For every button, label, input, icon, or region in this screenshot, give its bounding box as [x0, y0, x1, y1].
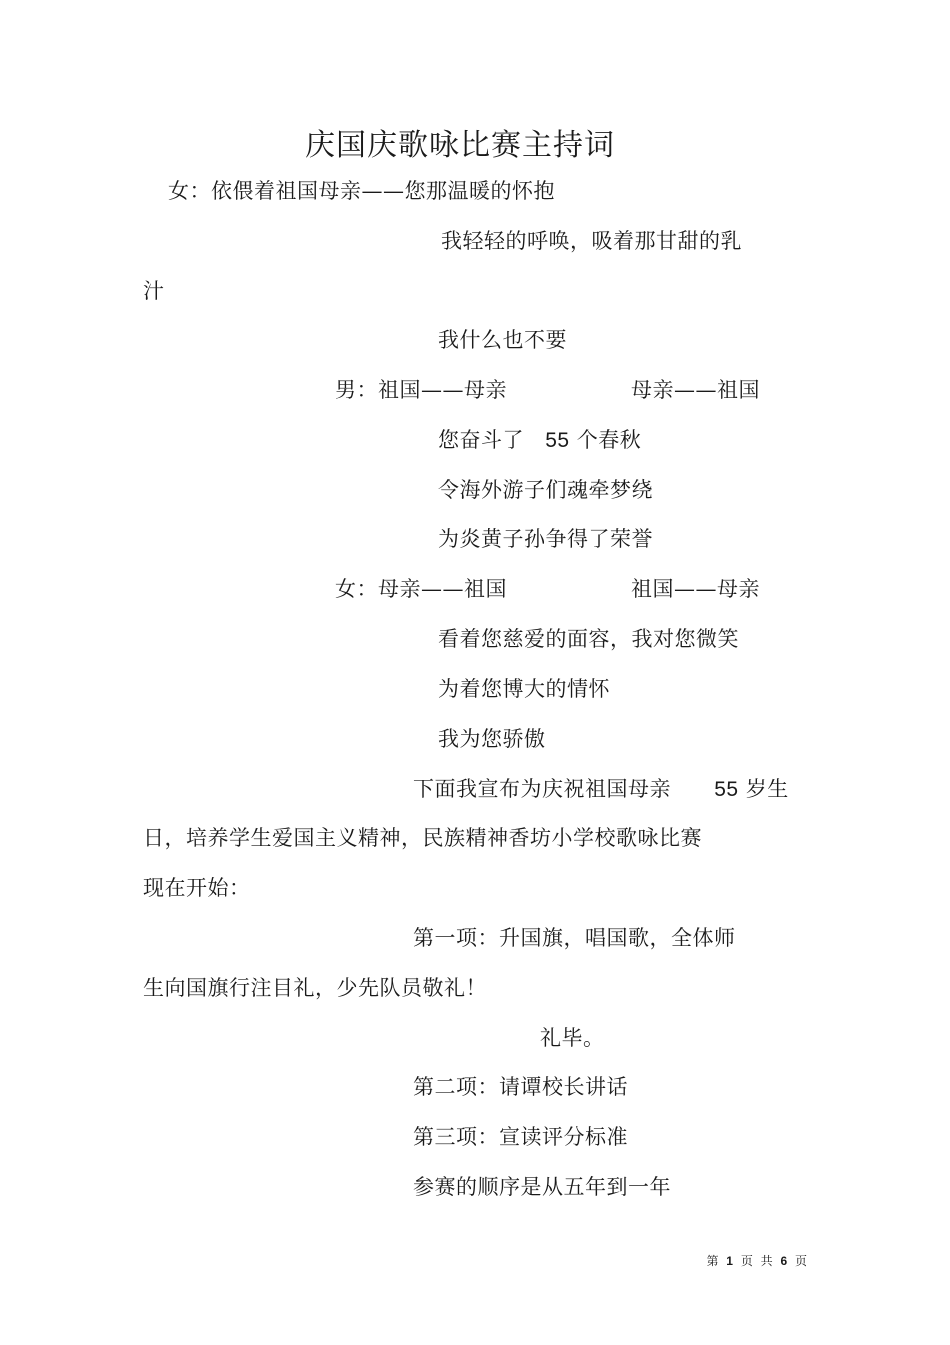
footer-suffix: 页 [794, 1254, 807, 1268]
text-segment: 您奋斗了 [438, 428, 524, 452]
text-line: 女：依偎着祖国母亲——您那温暖的怀抱 [168, 179, 555, 203]
footer-middle: 页 共 [740, 1254, 773, 1268]
text-line: 令海外游子们魂牵梦绕 [438, 478, 653, 502]
text-line: 我轻轻的呼唤，吸着那甘甜的乳 [441, 229, 742, 253]
text-line: 第三项：宣读评分标准 [413, 1125, 628, 1149]
text-line: 为炎黄子孙争得了荣誉 [438, 527, 653, 551]
text-line: 男：祖国——母亲 [335, 378, 507, 402]
text-line: 汁 [143, 279, 165, 303]
text-line: 母亲——祖国 [631, 378, 760, 402]
text-line: 我什么也不要 [438, 328, 567, 352]
text-segment: 55 [545, 429, 570, 452]
text-segment: 55 [714, 778, 739, 801]
text-line: 参赛的顺序是从五年到一年 [413, 1175, 671, 1199]
text-line: 女：母亲——祖国 [335, 577, 507, 601]
text-line: 日，培养学生爱国主义精神，民族精神香坊小学校歌咏比赛 [143, 826, 702, 850]
text-line: 为着您博大的情怀 [438, 677, 610, 701]
text-line: 礼毕。 [540, 1026, 605, 1050]
text-segment: 个春秋 [576, 428, 642, 452]
text-line: 生向国旗行注目礼，少先队员敬礼！ [143, 976, 487, 1000]
document-title: 庆国庆歌咏比赛主持词 [305, 128, 615, 163]
footer-total-pages: 6 [780, 1254, 788, 1268]
text-line [438, 425, 641, 456]
text-line: 祖国——母亲 [631, 577, 760, 601]
text-line: 现在开始： [143, 876, 251, 900]
text-segment: 下面我宣布为庆祝祖国母亲 [413, 777, 671, 801]
text-line: 看着您慈爱的面容，我对您微笑 [438, 627, 739, 651]
text-line: 第一项：升国旗，唱国歌，全体师 [413, 926, 736, 950]
text-segment: 岁生 [745, 777, 789, 801]
text-line: 第二项：请谭校长讲话 [413, 1075, 628, 1099]
footer-page-number: 1 [726, 1254, 733, 1268]
footer-prefix: 第 [706, 1254, 719, 1268]
text-line [413, 774, 789, 805]
text-line: 我为您骄傲 [438, 727, 546, 751]
page-footer [706, 1252, 807, 1269]
